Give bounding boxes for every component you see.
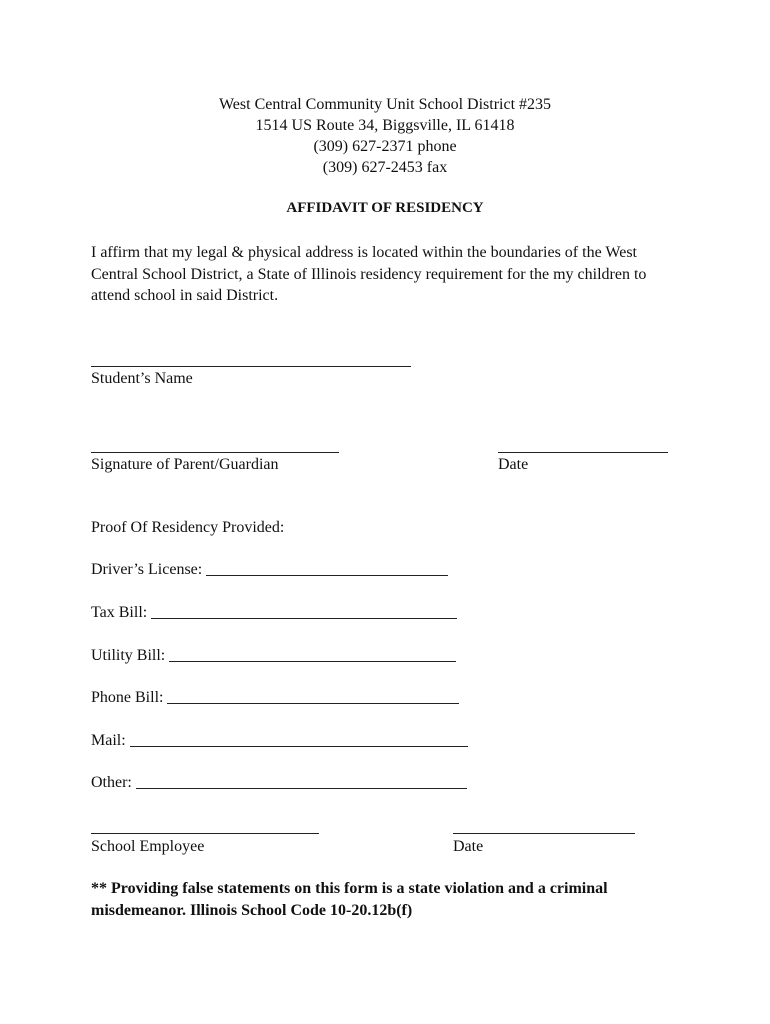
district-fax: (309) 627-2453 fax [322,159,448,176]
residency-statement: I affirm that my legal & physical address is located within the boundaries of the West Central School District, a State of Illinois residency requirement for the my children to attend school in said District. [91,244,647,304]
parent-date-line[interactable] [498,452,668,453]
parent-date-label: Date [498,456,529,473]
utility-bill-field [91,647,456,665]
phone-bill-label: Phone Bill: [91,689,164,706]
drivers-license-field [91,561,448,579]
phone-bill-line[interactable] [167,703,459,704]
drivers-license-label: Driver’s License: [91,561,203,578]
proof-heading: Proof Of Residency Provided: [91,519,285,536]
employee-date-line[interactable] [453,833,635,834]
other-label: Other: [91,774,132,791]
employee-signature-line[interactable] [91,833,319,834]
district-phone: (309) 627-2371 phone [313,138,457,155]
parent-signature-line[interactable] [91,452,339,453]
district-header [0,94,770,178]
employee-label: School Employee [91,838,205,855]
mail-field [91,732,468,750]
tax-bill-line[interactable] [151,618,457,619]
mail-line[interactable] [130,746,468,747]
mail-label: Mail: [91,732,126,749]
tax-bill-label: Tax Bill: [91,604,148,621]
district-address: 1514 US Route 34, Biggsville, IL 61418 [255,117,515,134]
parent-signature-label: Signature of Parent/Guardian [91,456,279,473]
other-line[interactable] [136,788,467,789]
district-name: West Central Community Unit School District #235 [218,96,552,113]
other-field [91,774,467,792]
form-title: AFFIDAVIT OF RESIDENCY [286,200,484,216]
student-name-line[interactable] [91,366,411,367]
student-name-label: Student’s Name [91,370,193,387]
utility-bill-label: Utility Bill: [91,647,166,664]
tax-bill-field [91,604,457,622]
utility-bill-line[interactable] [169,661,456,662]
legal-warning: ** Providing false statements on this form is a state violation and a criminal misdemeanor. Illinois School Code 10-20.12b(f) [91,880,608,919]
drivers-license-line[interactable] [206,575,448,576]
employee-date-label: Date [453,838,484,855]
phone-bill-field [91,689,459,707]
